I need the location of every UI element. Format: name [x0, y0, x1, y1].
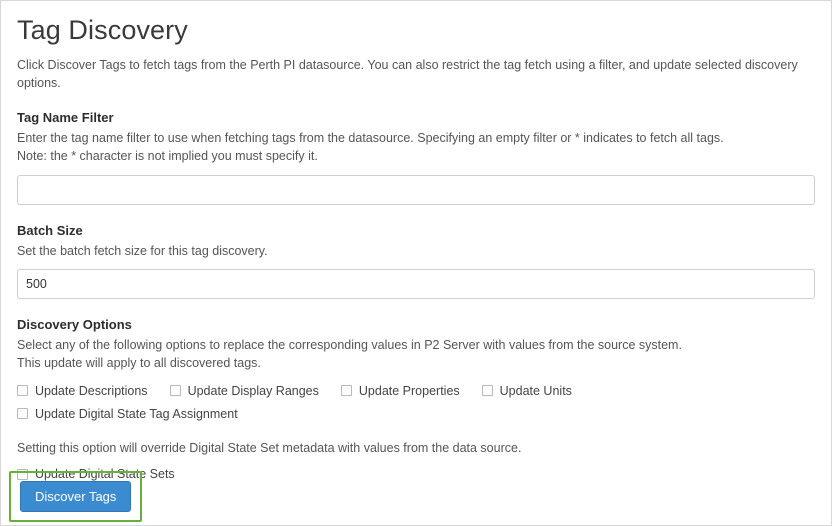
- option-update-units[interactable]: [482, 384, 572, 398]
- checkbox-icon[interactable]: [482, 385, 493, 396]
- digital-state-sets-note: Setting this option will override Digital State Set metadata with values from the data source.: [17, 440, 522, 455]
- page-intro-text: Click Discover Tags to fetch tags from the Perth PI datasource. You can also restrict the tag fetch using a filter, and update selected discovery options.: [17, 58, 798, 91]
- page-content: [1, 1, 831, 481]
- option-label: Update Properties: [358, 383, 460, 398]
- batch-size-help: Set the batch fetch size for this tag discovery.: [17, 243, 268, 258]
- option-label: Update Digital State Tag Assignment: [35, 406, 238, 421]
- option-update-properties[interactable]: [341, 384, 460, 398]
- discovery-options-help-line-1: Select any of the following options to replace the corresponding values in P2 Server with values from the source system.: [17, 337, 682, 352]
- discovery-options-heading: Discovery Options: [17, 316, 132, 332]
- discovery-options-row-1: [17, 384, 815, 398]
- batch-size-input[interactable]: [17, 269, 815, 299]
- tag-name-filter-help-line-1: Enter the tag name filter to use when fetching tags from the datasource. Specifying an empty filter or * indicates to fetch all tags.: [17, 131, 724, 146]
- tag-name-filter-heading: Tag Name Filter: [17, 110, 114, 126]
- discovery-options-help-line-2: This update will apply to all discovered tags.: [17, 355, 261, 370]
- tag-name-filter-help-line-2: Note: the * character is not implied you must specify it.: [17, 149, 318, 164]
- checkbox-icon[interactable]: [17, 385, 28, 396]
- option-label: Update Units: [499, 383, 572, 398]
- batch-size-heading: Batch Size: [17, 222, 83, 238]
- discover-tags-button[interactable]: Discover Tags: [20, 481, 131, 512]
- discover-tags-highlight-box: [9, 471, 142, 522]
- option-label: Update Descriptions: [35, 383, 148, 398]
- option-label: Update Digital State Sets: [35, 467, 175, 482]
- checkbox-icon[interactable]: [17, 408, 28, 419]
- discovery-options-row-2: [17, 407, 815, 421]
- option-update-display-ranges[interactable]: [170, 384, 319, 398]
- checkbox-icon[interactable]: [341, 385, 352, 396]
- page-title: Tag Discovery: [17, 15, 188, 45]
- option-label: Update Display Ranges: [187, 383, 319, 398]
- tag-name-filter-input[interactable]: [17, 175, 815, 205]
- option-update-descriptions[interactable]: [17, 384, 148, 398]
- checkbox-icon[interactable]: [170, 385, 181, 396]
- option-update-digital-state-tag-assignment[interactable]: [17, 407, 238, 421]
